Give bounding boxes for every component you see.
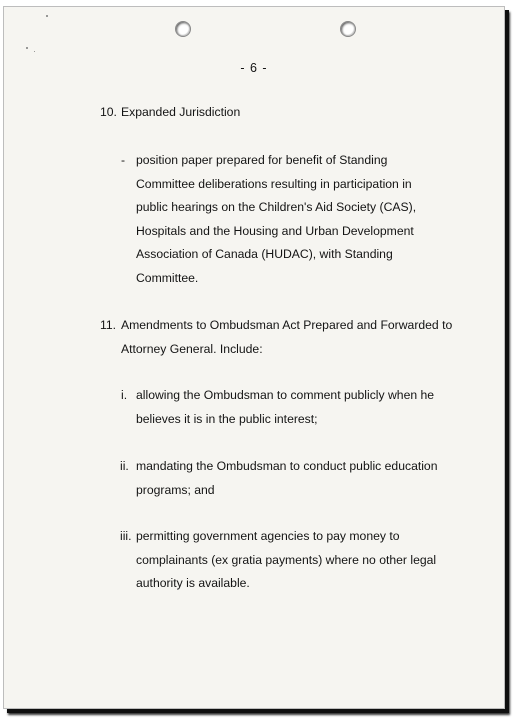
bullet-line: Committee deliberations resulting in participation in <box>136 176 412 191</box>
list-item-marker: iii. <box>120 529 132 543</box>
list-item-marker: ii. <box>120 459 129 473</box>
list-item-line: mandating the Ombudsman to conduct public education <box>136 459 438 473</box>
section-heading-line: Amendments to Ombudsman Act Prepared and Forwarded to <box>121 318 453 332</box>
punch-hole-left <box>175 21 191 37</box>
list-item-line: permitting government agencies to pay money to <box>136 529 400 543</box>
paper-speck <box>26 47 28 49</box>
section-heading: Expanded Jurisdiction <box>121 105 241 119</box>
list-item-line: authority is available. <box>136 576 250 590</box>
bullet-line: position paper prepared for benefit of Standing <box>136 153 388 167</box>
section-heading-line: Attorney General. Include: <box>121 341 263 356</box>
bullet-line: Committee. <box>136 270 199 285</box>
paper-speck <box>46 15 48 17</box>
bullet-line: Hospitals and the Housing and Urban Development <box>136 223 414 238</box>
bullet-marker: - <box>121 153 126 167</box>
paper-speck <box>34 51 35 52</box>
bullet-line: public hearings on the Children's Aid Society (CAS), <box>136 200 417 214</box>
bullet-line: Association of Canada (HUDAC), with Standing <box>136 247 393 261</box>
list-item-line: complainants (ex gratia payments) where no other legal <box>136 552 437 567</box>
section-number: 11. <box>100 318 117 332</box>
list-item-marker: i. <box>121 388 128 402</box>
document-page <box>3 6 505 709</box>
list-item-line: believes it is in the public interest; <box>136 411 318 426</box>
list-item-line: programs; and <box>136 482 215 497</box>
page-number: - 6 - <box>240 61 268 75</box>
punch-hole-right <box>340 21 356 37</box>
list-item-line: allowing the Ombudsman to comment publicly when he <box>136 388 435 402</box>
section-number: 10. <box>100 105 117 119</box>
